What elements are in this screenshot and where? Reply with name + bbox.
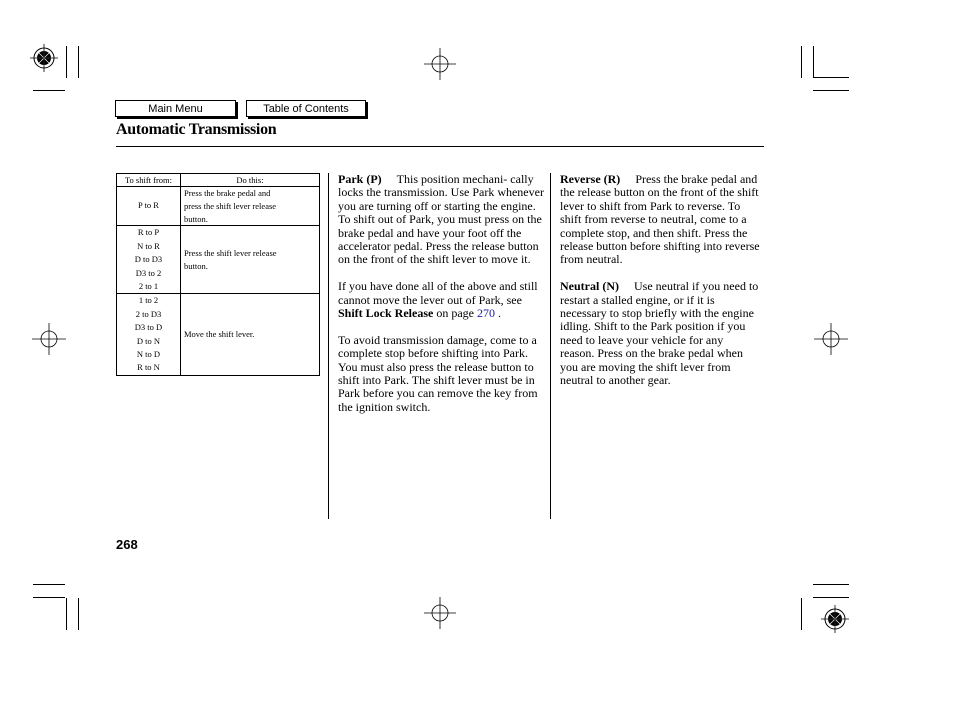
shift-from-item: P to R [138,200,159,211]
shift-table [116,173,320,376]
shift-action-line: Move the shift lever. [184,329,255,340]
table-row [117,294,320,375]
table-row [117,226,320,294]
page-title: Automatic Transmission [116,121,277,138]
shift-action-cell [181,226,320,294]
neutral-text: Use neutral if you need to restart a stalled engine, or if it is necessary to stop briefly with the engine idling. Shift to the Park position if you need to leave your vehicle for any reason. Press on the brake pedal when you are moving the shift lever from neutral to another gear. [560,279,759,388]
shift-action-cell [181,187,320,226]
shift-action-line: Press the shift lever release [184,248,277,259]
shift-from-item: 2 to D3 [135,308,162,319]
shift-from-item: 2 to 1 [138,281,159,292]
park-heading: Park (P) [338,172,382,186]
crosshair-icon [424,597,456,629]
crosshair-icon [814,323,848,355]
shift-from-item: N to D [136,349,161,360]
shift-from-item: 1 to 2 [138,295,159,306]
page-270-link[interactable]: 270 [476,306,495,321]
reverse-text: Press the brake pedal and the release button on the front of the shift lever to shift from Park to reverse. To shift from reverse to neutral, come to a complete stop, and then shift. Press the release button before shifting into reverse from neutral. [560,172,760,267]
shift-lock-release-term: Shift Lock Release [338,306,434,321]
shift-lock-paragraph [338,280,544,320]
title-divider [116,146,764,147]
shift-from-item: D3 to 2 [135,267,162,278]
crosshair-icon [32,323,66,355]
on-page-text: on page [436,306,474,321]
reverse-paragraph [560,173,760,267]
shift-action-cell [181,294,320,375]
shift-from-cell [117,226,181,294]
column-divider [328,173,329,519]
table-of-contents-button[interactable]: Table of Contents [246,100,366,117]
shift-action-line: Press the brake pedal and [184,188,271,198]
shift-from-cell [117,294,181,375]
park-paragraph [338,173,544,267]
shift-action-line: press the shift lever release [184,200,277,211]
neutral-heading: Neutral (N) [560,279,619,294]
period-text: . [497,306,501,321]
table-header-row [117,174,320,187]
neutral-paragraph [560,280,760,387]
shift-action-line: button. [184,213,208,224]
shift-lock-text: If you have done all of the above and still cannot move the lever out of Park, see [338,279,538,307]
table-header-cell: Do this: [181,174,320,187]
registration-target-icon [30,44,70,74]
park-text: This position mechani- cally locks the transmission. Use Park whenever you are turning off or starting the engine. To shift out of Park, you must press on the brake pedal and have your foot off the accelerator pedal. Press the release button on the front of the shift lever to move it. [338,172,544,267]
page-number: 268 [116,537,138,552]
shift-from-item: D to D3 [134,254,163,265]
shift-from-item: D3 to D [134,322,163,333]
crosshair-icon [424,48,456,80]
reverse-neutral-column [560,173,760,401]
shift-from-item: R to P [137,227,160,238]
main-menu-button[interactable]: Main Menu [115,100,236,117]
shift-from-item: N to R [137,240,160,251]
shift-from-cell [117,187,181,226]
column-divider [550,173,551,519]
table-header-cell: To shift from: [117,174,181,187]
reverse-heading: Reverse (R) [560,172,621,186]
shift-from-item: D to N [136,335,161,346]
shift-from-item: R to N [137,362,160,373]
transmission-damage-paragraph: To avoid transmission damage, come to a complete stop before shifting into Park. You must also press the release button to shift into Park. The shift lever must be in Park before you can remove the key from the ignition switch. [338,332,538,414]
registration-target-icon [818,602,852,636]
table-row [117,187,320,226]
park-column [338,173,544,428]
shift-action-line: button. [184,260,208,271]
